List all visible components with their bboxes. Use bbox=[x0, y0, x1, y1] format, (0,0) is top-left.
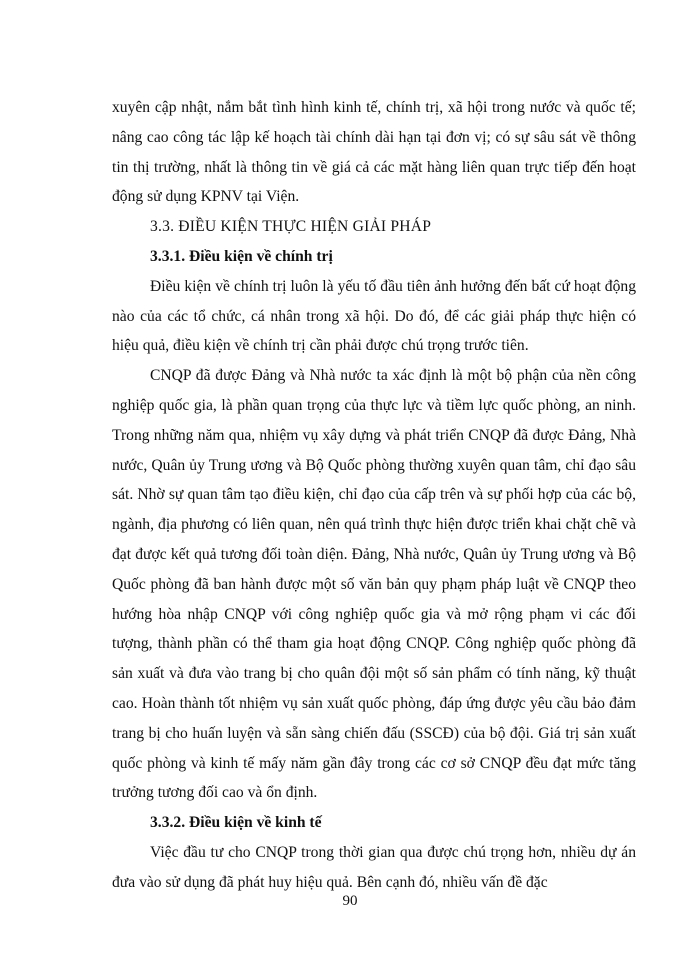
subsection-heading-economic: 3.3.2. Điều kiện về kinh tế bbox=[150, 814, 322, 832]
paragraph-continuation: xuyên cập nhật, nắm bắt tình hình kinh tế, chính trị, xã hội trong nước và quốc tế; nâng cao công tác lập kế hoạch tài chính dài hạn tại đơn vị; có sự sâu sát về thông tin thị trường, nhất là thông tin về giá cả các mặt hàng liên quan trực tiếp đến hoạt động sử dụng KPNV tại Viện. bbox=[112, 99, 636, 206]
page-number: 90 bbox=[342, 893, 358, 909]
paragraph-cnqp: CNQP đã được Đảng và Nhà nước ta xác định là một bộ phận của nền công nghiệp quốc gia, là phần quan trọng của thực lực và tiềm lực quốc phòng, an ninh. Trong những năm qua, nhiệm vụ xây dựng và phát triển CNQP đã được Đảng, Nhà nước, Quân ủy Trung ương và Bộ Quốc phòng thường xuyên quan tâm, chỉ đạo sâu sát. Nhờ sự quan tâm tạo điều kiện, chỉ đạo của cấp trên và sự phối hợp của các bộ, ngành, địa phương có liên quan, nên quá trình thực hiện được triển khai chặt chẽ và đạt được kết quả tương đối toàn diện. Đảng, Nhà nước, Quân ủy Trung ương và Bộ Quốc phòng đã ban hành được một số văn bản quy phạm pháp luật về CNQP theo hướng hòa nhập CNQP với công nghiệp quốc gia và mở rộng phạm vi các đối tượng, thành phần có thể tham gia hoạt động CNQP. Công nghiệp quốc phòng đã sản xuất và đưa vào trang bị cho quân đội một số sản phẩm có tính năng, kỹ thuật cao. Hoàn thành tốt nhiệm vụ sản xuất quốc phòng, đáp ứng được yêu cầu bảo đảm trang bị cho huấn luyện và sẵn sàng chiến đấu (SSCĐ) của bộ đội. Giá trị sản xuất quốc phòng và kinh tế mấy năm gần đây trong các cơ sở CNQP đều đạt mức tăng trưởng tương đối cao và ổn định. bbox=[112, 367, 636, 802]
paragraph-economic: Việc đầu tư cho CNQP trong thời gian qua được chú trọng hơn, nhiều dự án đưa vào sử dụng đã phát huy hiệu quả. Bên cạnh đó, nhiều vấn đề đặc bbox=[112, 843, 636, 891]
body-text bbox=[112, 93, 636, 898]
section-heading: 3.3. ĐIỀU KIỆN THỰC HIỆN GIẢI PHÁP bbox=[150, 218, 432, 236]
subsection-heading-political: 3.3.1. Điều kiện về chính trị bbox=[150, 247, 333, 265]
paragraph-political-intro: Điều kiện về chính trị luôn là yếu tố đầu tiên ảnh hưởng đến bất cứ hoạt động nào của các tổ chức, cá nhân trong xã hội. Do đó, để các giải pháp thực hiện có hiệu quả, điều kiện về chính trị cần phải được chú trọng trước tiên. bbox=[112, 277, 636, 355]
